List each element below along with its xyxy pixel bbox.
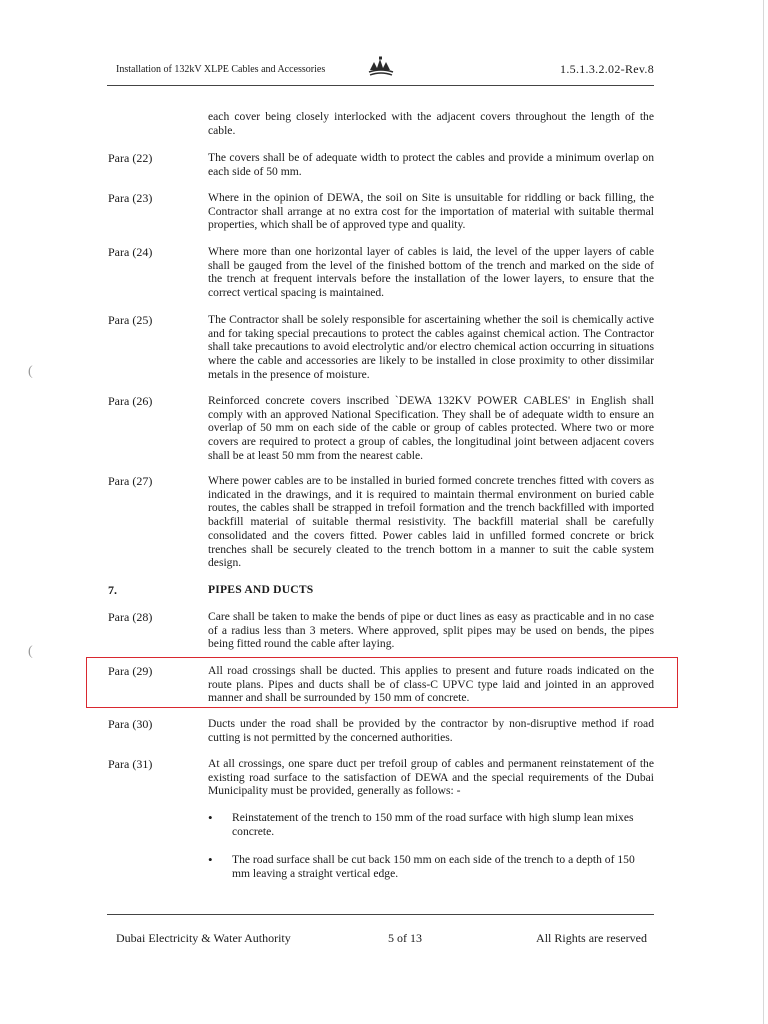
scan-artifact: (	[28, 644, 33, 659]
para-label: Para (30)	[108, 717, 153, 731]
para-text-highlighted: All road crossings shall be ducted. This applies to present and future roads indicated on the route plans. Pipes and ducts shall be of class-C UPVC type laid and jointed in an approved manner and shall be surrounded by 150 mm of concrete.	[208, 664, 654, 705]
para-text: Where in the opinion of DEWA, the soil on Site is unsuitable for riddling or back filling, the Contractor shall arrange at no extra cost for the importation of material with suitable thermal properties, which shall be of approved type and quality.	[208, 191, 654, 232]
document-reference: 1.5.1.3.2.02-Rev.8	[560, 62, 654, 76]
para-label: Para (29)	[108, 664, 153, 678]
footer-page-number: 5 of 13	[388, 931, 422, 945]
bullet-icon: •	[208, 810, 213, 825]
footer-divider	[107, 914, 654, 915]
para-text: At all crossings, one spare duct per trefoil group of cables and permanent reinstatement of the existing road surface to the satisfaction of DEWA and the special requirements of the Dubai Municipality must be provided, generally as follows: -	[208, 757, 654, 798]
para-label: Para (27)	[108, 474, 153, 488]
para-text: Where power cables are to be installed in buried formed concrete trenches fitted with covers as indicated in the drawings, and it is required to maintain thermal environment on buried cable routes, the cables shall be strapped in trefoil formation and the trench backfilled with imported backfill material of suitable thermal resistivity. The backfill material shall be carefully consolidated and the covers fitted. Power cables laid in unfilled formed concrete or brick trenches shall be securely cleated to the trench bottom in a manner to suit the cable system design.	[208, 474, 654, 570]
list-item: The road surface shall be cut back 150 mm on each side of the trench to a depth of 150 mm leaving a straight vertical edge.	[232, 853, 635, 880]
para-text: Reinforced concrete covers inscribed `DEWA 132KV POWER CABLES' in English shall comply with an approved National Specification. They shall be of adequate width to ensure an overlap of 50 mm on each side of the cable or group of cables protected. Where two or more covers are required to protect a group of cables, the longitudinal joint between adjacent covers shall be at least 50 mm from the nearest cable.	[208, 394, 654, 462]
header-divider	[107, 85, 654, 86]
para-text: Ducts under the road shall be provided by the contractor by non-disruptive method if road cutting is not permitted by the concerned authorities.	[208, 717, 654, 744]
para-label: Para (22)	[108, 151, 153, 165]
para-text: Where more than one horizontal layer of cables is laid, the level of the upper layers of cable shall be gauged from the level of the finished bottom of the trench and marked on the side of the trench at frequent intervals before the installation of the lower layers, to ensure that the correct vertical spacing is maintained.	[208, 245, 654, 300]
dewa-logo-icon	[368, 56, 394, 78]
scan-artifact: (	[28, 364, 33, 379]
page-edge	[763, 0, 764, 1024]
para-label: Para (31)	[108, 757, 153, 771]
para-label: Para (23)	[108, 191, 153, 205]
section-number: 7.	[108, 583, 117, 597]
para-text: The Contractor shall be solely responsible for ascertaining whether the soil is chemically active and for taking special precautions to protect the cables against chemical action. The Contractor shall take precautions to avoid electrolytic and/or electro chemical action occurring in situations where the cable and accessories are likely to be installed in close proximity to other dissimilar metals in the presence of moisture.	[208, 313, 654, 381]
para-label: Para (24)	[108, 245, 153, 259]
bullet-icon: •	[208, 852, 213, 867]
para-label: Para (28)	[108, 610, 153, 624]
para-label: Para (25)	[108, 313, 153, 327]
section-heading: PIPES AND DUCTS	[208, 583, 314, 596]
list-item: Reinstatement of the trench to 150 mm of the road surface with high slump lean mixes concrete.	[232, 811, 634, 838]
footer-rights: All Rights are reserved	[536, 931, 647, 945]
continuation-text: each cover being closely interlocked with the adjacent covers throughout the length of the cable.	[208, 110, 654, 137]
header-title: Installation of 132kV XLPE Cables and Accessories	[116, 64, 326, 75]
para-text: The covers shall be of adequate width to protect the cables and provide a minimum overlap on each side of 50 mm.	[208, 151, 654, 178]
para-text: Care shall be taken to make the bends of pipe or duct lines as easy as practicable and in no case of a radius less than 3 meters. Where approved, split pipes may be used on bends, the pipes being fitted round the cable after laying.	[208, 610, 654, 651]
para-label: Para (26)	[108, 394, 153, 408]
footer-organization: Dubai Electricity & Water Authority	[116, 931, 291, 945]
